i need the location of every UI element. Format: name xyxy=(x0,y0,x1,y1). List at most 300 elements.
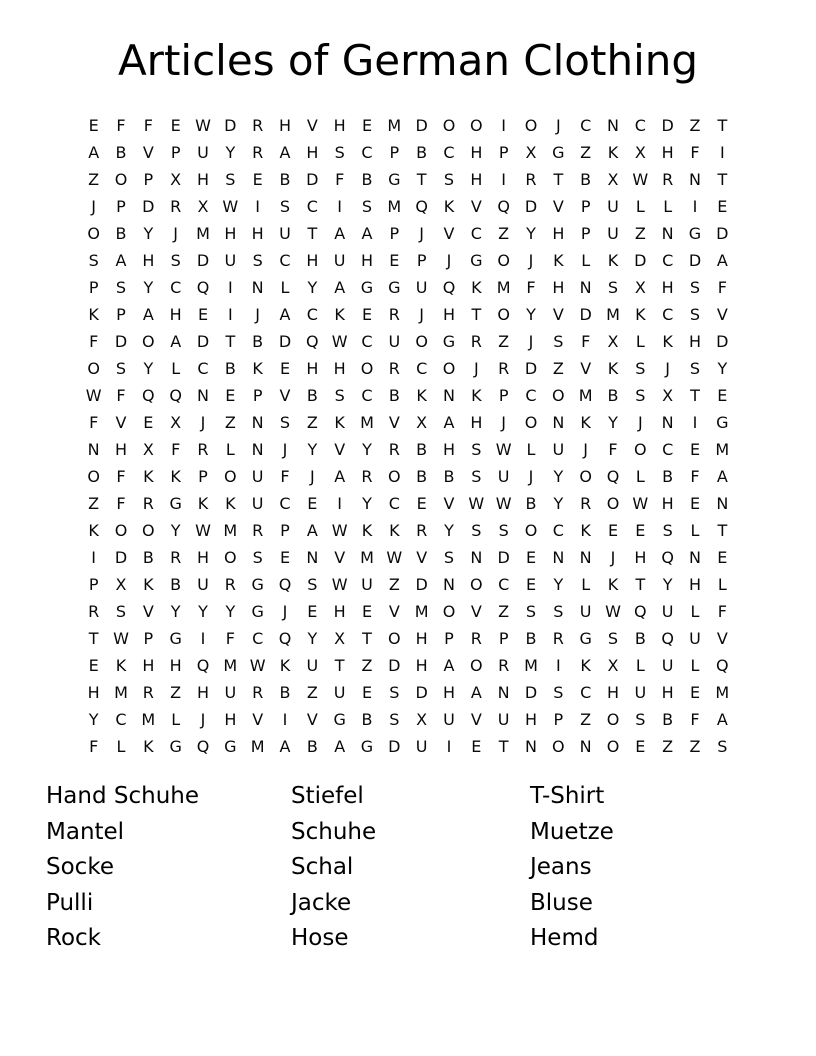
grid-letter: N xyxy=(579,736,592,756)
grid-letter: G xyxy=(169,736,182,756)
grid-letter: F xyxy=(690,142,700,162)
grid-letter: S xyxy=(252,250,263,270)
grid-letter: Y xyxy=(143,277,154,297)
grid-letter: K xyxy=(580,412,591,432)
grid-letter: N xyxy=(525,736,537,756)
grid-letter: Y xyxy=(225,142,236,162)
grid-letter: E xyxy=(307,493,318,513)
grid-letter: H xyxy=(114,439,127,459)
grid-letter: N xyxy=(579,547,592,567)
grid-letter: X xyxy=(334,628,346,648)
grid-letter: Z xyxy=(689,115,701,135)
grid-letter: V xyxy=(334,439,346,459)
grid-letter: U xyxy=(279,223,291,243)
grid-letter: B xyxy=(306,736,318,756)
grid-letter: M xyxy=(606,304,620,324)
grid-letter: B xyxy=(525,628,537,648)
grid-letter: X xyxy=(662,385,674,405)
grid-letter: G xyxy=(388,277,401,297)
grid-letter: B xyxy=(115,142,127,162)
grid-letter: Y xyxy=(170,601,181,621)
grid-letter: S xyxy=(717,736,728,756)
grid-letter: C xyxy=(361,331,373,351)
grid-letter: B xyxy=(416,142,428,162)
grid-letter: C xyxy=(443,142,455,162)
grid-letter: D xyxy=(661,115,674,135)
grid-letter: R xyxy=(361,466,373,486)
grid-letter: R xyxy=(470,331,482,351)
grid-letter: O xyxy=(360,358,374,378)
grid-letter: I xyxy=(501,169,507,189)
grid-letter: F xyxy=(280,466,290,486)
grid-letter: J xyxy=(282,439,288,459)
grid-letter: D xyxy=(497,547,510,567)
grid-letter: N xyxy=(251,439,264,459)
grid-letter: J xyxy=(528,331,534,351)
grid-letter: C xyxy=(306,304,318,324)
grid-letter: T xyxy=(362,628,372,648)
grid-letter: H xyxy=(442,304,455,324)
grid-letter: J xyxy=(419,223,425,243)
grid-letter: G xyxy=(333,709,346,729)
grid-letter: X xyxy=(416,709,428,729)
grid-letter: V xyxy=(306,115,318,135)
grid-letter: P xyxy=(88,277,99,297)
grid-letter: D xyxy=(114,547,128,567)
grid-letter: A xyxy=(334,223,346,243)
grid-letter: M xyxy=(387,196,402,216)
word-search-grid xyxy=(80,112,736,760)
grid-letter: H xyxy=(224,709,237,729)
grid-letter: H xyxy=(224,223,237,243)
grid-letter: V xyxy=(142,601,154,621)
grid-letter: H xyxy=(251,223,264,243)
grid-letter: V xyxy=(334,547,346,567)
grid-letter: E xyxy=(88,115,99,135)
grid-letter: X xyxy=(197,196,209,216)
grid-letter: R xyxy=(224,574,236,594)
grid-letter: P xyxy=(143,628,154,648)
grid-letter: A xyxy=(279,142,291,162)
grid-letter: S xyxy=(307,574,318,594)
grid-letter: S xyxy=(279,196,291,216)
grid-letter: M xyxy=(387,115,402,135)
grid-letter: U xyxy=(251,466,264,486)
grid-letter: E xyxy=(717,547,728,567)
grid-letter: I xyxy=(692,196,698,216)
grid-letter: K xyxy=(170,466,181,486)
grid-letter: R xyxy=(252,682,264,702)
grid-letter: H xyxy=(169,655,182,675)
grid-letter: K xyxy=(88,520,99,540)
grid-letter: Z xyxy=(498,601,510,621)
grid-letter: X xyxy=(634,142,646,162)
grid-letter: K xyxy=(143,466,154,486)
grid-letter: A xyxy=(443,412,455,432)
grid-letter: K xyxy=(115,655,127,675)
grid-letter: B xyxy=(388,385,400,405)
grid-letter: U xyxy=(415,277,428,297)
grid-letter: F xyxy=(171,439,181,459)
grid-letter: S xyxy=(498,520,509,540)
grid-letter: X xyxy=(607,655,619,675)
grid-letter: D xyxy=(196,331,210,351)
grid-letter: V xyxy=(552,196,564,216)
grid-letter: E xyxy=(689,439,701,459)
grid-letter: P xyxy=(498,385,509,405)
grid-letter: S xyxy=(443,547,455,567)
grid-letter: D xyxy=(524,358,538,378)
grid-letter: Q xyxy=(497,196,510,216)
grid-letter: M xyxy=(196,223,210,243)
grid-letter: N xyxy=(497,682,510,702)
grid-letter: H xyxy=(552,223,565,243)
grid-letter: G xyxy=(688,223,702,243)
grid-letter: L xyxy=(635,466,645,486)
grid-letter: I xyxy=(255,196,261,216)
grid-letter: C xyxy=(252,628,264,648)
grid-letter: S xyxy=(88,250,99,270)
grid-letter: L xyxy=(225,439,235,459)
grid-letter: G xyxy=(470,250,483,270)
grid-letter: I xyxy=(227,304,233,324)
grid-letter: Z xyxy=(224,412,236,432)
grid-letter: L xyxy=(635,331,645,351)
grid-letter: E xyxy=(717,385,728,405)
grid-letter: X xyxy=(607,331,619,351)
word-list-item: Jeans xyxy=(530,854,592,880)
grid-letter: S xyxy=(607,277,619,297)
grid-letter: C xyxy=(634,115,646,135)
grid-letter: P xyxy=(498,142,509,162)
grid-letter: S xyxy=(607,628,619,648)
grid-letter: P xyxy=(170,142,181,162)
grid-letter: P xyxy=(116,304,126,324)
grid-letter: A xyxy=(716,709,728,729)
grid-letter: W xyxy=(331,574,348,594)
grid-letter: I xyxy=(446,736,452,756)
grid-letter: R xyxy=(498,655,510,675)
grid-letter: S xyxy=(553,682,564,702)
grid-letter: S xyxy=(689,304,701,324)
grid-letter: N xyxy=(552,412,565,432)
grid-letter: U xyxy=(224,250,237,270)
grid-letter: S xyxy=(389,709,400,729)
grid-letter: U xyxy=(415,736,428,756)
grid-letter: K xyxy=(88,304,99,324)
grid-letter: O xyxy=(388,628,401,648)
grid-letter: U xyxy=(443,709,455,729)
grid-letter: F xyxy=(89,736,99,756)
grid-letter: S xyxy=(553,601,564,621)
grid-letter: G xyxy=(716,412,729,432)
word-list-item: Stiefel xyxy=(291,783,364,809)
grid-letter: V xyxy=(252,709,264,729)
grid-letter: Y xyxy=(553,574,564,594)
grid-letter: S xyxy=(471,466,482,486)
grid-letter: F xyxy=(116,115,126,135)
grid-letter: Y xyxy=(553,493,564,513)
grid-letter: O xyxy=(606,709,620,729)
grid-letter: A xyxy=(334,736,346,756)
grid-letter: S xyxy=(389,682,400,702)
grid-letter: L xyxy=(581,250,591,270)
grid-letter: V xyxy=(716,628,728,648)
puzzle-title: Articles of German Clothing xyxy=(117,36,699,85)
grid-letter: A xyxy=(470,682,482,702)
grid-letter: B xyxy=(416,439,428,459)
grid-letter: E xyxy=(389,250,400,270)
grid-letter: Y xyxy=(662,574,673,594)
grid-letter: L xyxy=(690,520,700,540)
grid-letter: C xyxy=(580,115,592,135)
grid-letter: U xyxy=(251,493,264,513)
grid-letter: C xyxy=(170,277,182,297)
grid-letter: H xyxy=(661,277,674,297)
grid-letter: U xyxy=(224,682,237,702)
grid-letter: P xyxy=(116,196,126,216)
grid-letter: X xyxy=(525,142,537,162)
grid-letter: T xyxy=(553,169,564,189)
grid-letter: G xyxy=(360,277,374,297)
grid-letter: D xyxy=(524,682,538,702)
grid-letter: C xyxy=(306,196,318,216)
grid-letter: L xyxy=(663,196,673,216)
grid-letter: J xyxy=(528,250,534,270)
grid-letter: S xyxy=(635,385,646,405)
grid-letter: C xyxy=(662,250,674,270)
grid-letter: S xyxy=(471,520,482,540)
grid-letter: O xyxy=(442,601,456,621)
grid-letter: B xyxy=(224,358,236,378)
grid-letter: E xyxy=(252,169,263,189)
grid-letter: W xyxy=(632,169,649,189)
grid-letter: H xyxy=(306,250,319,270)
grid-letter: R xyxy=(388,439,400,459)
grid-letter: A xyxy=(170,331,182,351)
grid-letter: C xyxy=(361,385,373,405)
grid-letter: C xyxy=(498,574,510,594)
grid-letter: J xyxy=(282,601,288,621)
word-list-column xyxy=(291,779,376,957)
grid-letter: C xyxy=(279,250,291,270)
grid-letter: K xyxy=(443,196,455,216)
grid-letter: G xyxy=(388,169,401,189)
grid-letter: I xyxy=(282,709,288,729)
grid-letter: M xyxy=(414,601,429,621)
grid-letter: D xyxy=(716,331,729,351)
grid-letter: E xyxy=(143,412,154,432)
grid-letter: O xyxy=(497,250,510,270)
grid-letter: V xyxy=(279,385,291,405)
grid-letter: A xyxy=(334,277,346,297)
grid-letter: O xyxy=(552,736,565,756)
grid-letter: J xyxy=(200,412,206,432)
grid-letter: A xyxy=(142,304,154,324)
grid-letter: Q xyxy=(716,655,729,675)
grid-letter: P xyxy=(498,628,509,648)
grid-letter: D xyxy=(415,682,428,702)
grid-letter: Z xyxy=(306,682,318,702)
grid-letter: G xyxy=(224,736,237,756)
grid-letter: T xyxy=(717,520,728,540)
grid-letter: W xyxy=(85,385,102,405)
grid-letter: S xyxy=(635,358,646,378)
grid-letter: A xyxy=(443,655,455,675)
grid-letter: N xyxy=(251,412,264,432)
grid-letter: H xyxy=(142,655,155,675)
grid-letter: E xyxy=(361,682,373,702)
grid-letter: G xyxy=(360,736,374,756)
grid-letter: R xyxy=(662,169,674,189)
grid-letter: T xyxy=(88,628,99,648)
grid-letter: Y xyxy=(307,439,318,459)
grid-letter: E xyxy=(416,493,427,513)
grid-letter: W xyxy=(495,439,512,459)
grid-letter: O xyxy=(415,331,428,351)
grid-letter: L xyxy=(171,709,181,729)
grid-letter: W xyxy=(331,331,348,351)
grid-letter: K xyxy=(279,655,291,675)
grid-letter: H xyxy=(87,682,100,702)
grid-letter: I xyxy=(555,655,561,675)
grid-letter: E xyxy=(689,493,701,513)
grid-letter: O xyxy=(634,439,647,459)
grid-letter: D xyxy=(415,115,428,135)
grid-letter: S xyxy=(662,520,673,540)
grid-letter: S xyxy=(361,196,373,216)
grid-letter: F xyxy=(335,169,345,189)
grid-letter: J xyxy=(665,358,671,378)
grid-letter: H xyxy=(470,412,483,432)
grid-letter: S xyxy=(334,385,345,405)
grid-letter: V xyxy=(470,196,482,216)
grid-letter: M xyxy=(360,412,374,432)
word-list-column xyxy=(530,779,614,957)
grid-letter: T xyxy=(334,655,345,675)
grid-letter: J xyxy=(610,547,616,567)
grid-letter: H xyxy=(688,331,701,351)
grid-letter: Y xyxy=(307,277,318,297)
grid-letter: Y xyxy=(143,358,154,378)
grid-letter: H xyxy=(360,250,373,270)
grid-letter: U xyxy=(634,682,647,702)
grid-letter: F xyxy=(225,628,235,648)
grid-letter: M xyxy=(715,682,730,702)
grid-letter: K xyxy=(225,493,236,513)
grid-letter: T xyxy=(416,169,427,189)
grid-letter: G xyxy=(251,601,264,621)
grid-letter: K xyxy=(662,331,673,351)
grid-letter: K xyxy=(143,574,154,594)
grid-letter: B xyxy=(306,385,318,405)
grid-letter: U xyxy=(579,601,592,621)
grid-letter: M xyxy=(496,277,511,297)
grid-letter: A xyxy=(334,466,346,486)
grid-letter: Y xyxy=(526,304,536,324)
grid-letter: S xyxy=(115,601,127,621)
grid-letter: F xyxy=(717,601,727,621)
grid-letter: U xyxy=(552,439,565,459)
grid-letter: A xyxy=(115,250,127,270)
grid-letter: H xyxy=(442,439,455,459)
grid-letter: V xyxy=(388,412,400,432)
grid-letter: H xyxy=(442,682,455,702)
grid-letter: H xyxy=(278,115,291,135)
grid-letter: U xyxy=(607,223,619,243)
grid-letter: I xyxy=(337,196,343,216)
grid-letter: S xyxy=(334,142,345,162)
grid-letter: O xyxy=(142,331,155,351)
grid-letter: X xyxy=(142,439,154,459)
grid-letter: H xyxy=(606,682,619,702)
grid-letter: W xyxy=(495,493,512,513)
grid-letter: Q xyxy=(442,277,456,297)
grid-letter: U xyxy=(661,601,674,621)
word-list-item: Mantel xyxy=(46,818,125,845)
grid-letter: I xyxy=(692,412,698,432)
grid-letter: Y xyxy=(362,493,372,513)
grid-letter: N xyxy=(579,277,592,297)
grid-letter: Z xyxy=(170,682,182,702)
grid-letter: M xyxy=(250,736,265,756)
grid-letter: Z xyxy=(498,223,510,243)
grid-letter: C xyxy=(388,493,400,513)
word-list-column xyxy=(46,779,199,957)
grid-letter: Z xyxy=(498,331,510,351)
grid-letter: M xyxy=(715,439,730,459)
grid-letter: C xyxy=(197,358,209,378)
grid-letter: D xyxy=(524,196,538,216)
grid-letter: H xyxy=(333,115,346,135)
grid-letter: H xyxy=(470,142,483,162)
grid-letter: N xyxy=(607,115,619,135)
grid-letter: W xyxy=(468,493,485,513)
grid-letter: V xyxy=(115,412,127,432)
grid-letter: S xyxy=(115,277,127,297)
grid-letter: X xyxy=(634,277,646,297)
grid-letter: O xyxy=(87,358,100,378)
word-list-item: Schal xyxy=(291,854,354,880)
grid-letter: E xyxy=(361,115,373,135)
grid-letter: G xyxy=(251,574,264,594)
grid-letter: Z xyxy=(552,358,564,378)
grid-letter: U xyxy=(388,331,401,351)
grid-letter: E xyxy=(689,682,701,702)
grid-letter: C xyxy=(525,385,537,405)
grid-letter: K xyxy=(143,736,154,756)
word-list-item: Bluse xyxy=(530,889,593,916)
grid-letter: G xyxy=(552,142,565,162)
grid-letter: O xyxy=(442,358,456,378)
grid-letter: O xyxy=(524,412,538,432)
grid-letter: H xyxy=(552,277,565,297)
grid-letter: J xyxy=(637,412,643,432)
grid-letter: H xyxy=(415,628,428,648)
grid-letter: Q xyxy=(661,547,674,567)
grid-letter: F xyxy=(116,466,126,486)
grid-letter: W xyxy=(195,520,211,540)
grid-letter: K xyxy=(197,493,209,513)
grid-letter: F xyxy=(116,493,126,513)
grid-letter: D xyxy=(634,250,647,270)
grid-letter: K xyxy=(334,304,345,324)
grid-letter: P xyxy=(416,250,427,270)
grid-letter: R xyxy=(470,628,482,648)
grid-letter: J xyxy=(583,439,589,459)
grid-letter: B xyxy=(416,466,428,486)
grid-letter: O xyxy=(224,466,237,486)
